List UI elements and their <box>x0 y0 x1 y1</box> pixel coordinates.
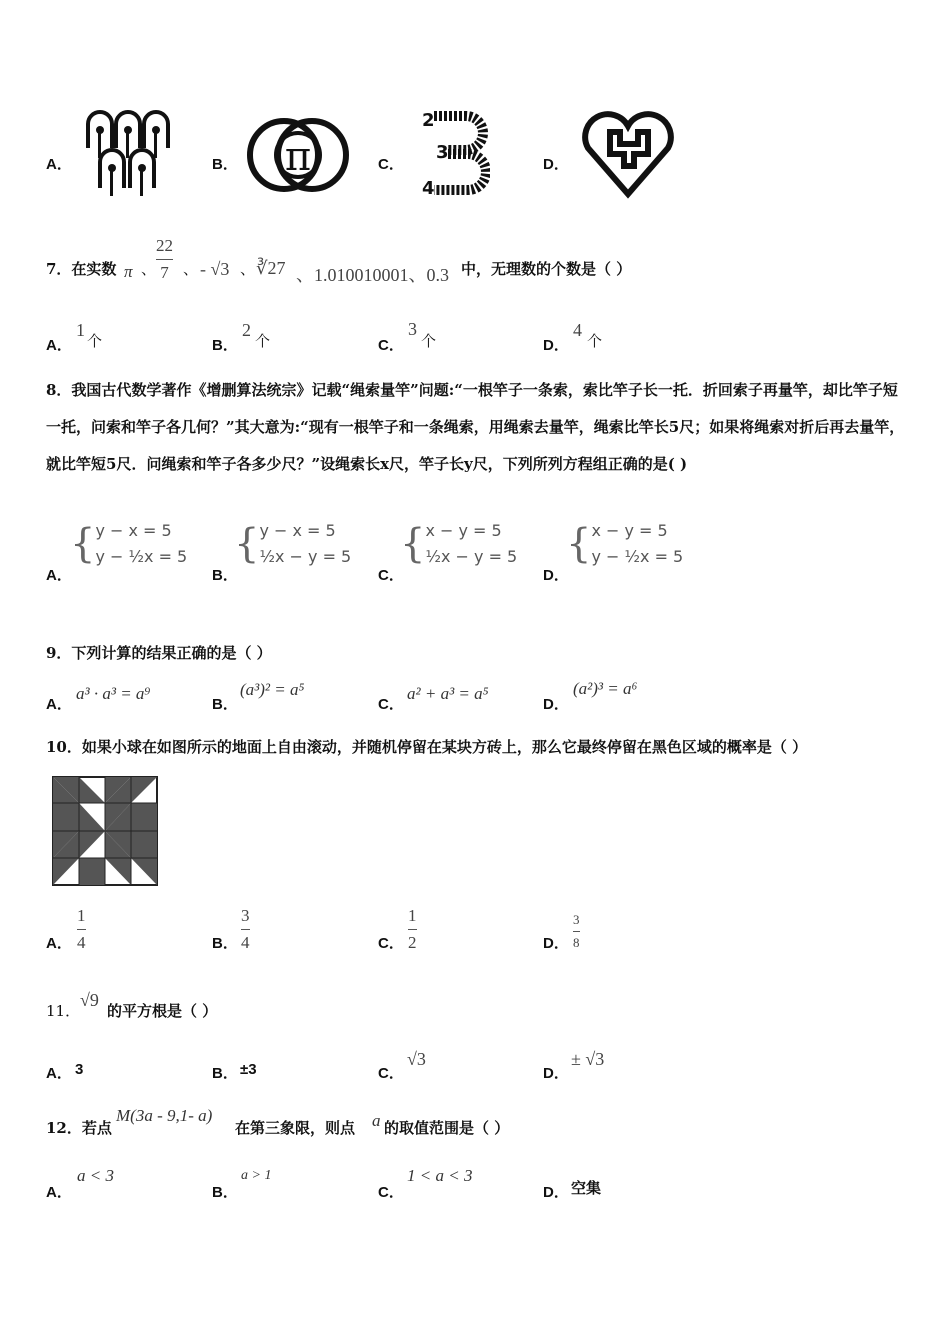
q12-option-c-label: C． <box>378 1184 404 1201</box>
svg-text:4: 4 <box>422 178 435 199</box>
q9-option-c-label: C． <box>378 696 404 713</box>
q12-option-b-expr: a > 1 <box>241 1168 272 1183</box>
q9-option-b-expr: (a³)² = a⁵ <box>240 680 305 699</box>
q8-a-line2: y − ½x = 5 <box>95 547 188 566</box>
q8-option-c-label: C． <box>378 567 404 584</box>
q10-b-num: 3 <box>241 906 250 925</box>
q9-option-b-label: B． <box>212 696 238 713</box>
q8-d-line2: y − ½x = 5 <box>591 547 684 566</box>
q11-suffix: 的平方根是（ ） <box>107 1002 218 1020</box>
q8-text: 8．我国古代数学著作《增删算法统宗》记载“绳索量竿”问题:“一根竿子一条索，索比竿子长一托．折回索子再量竿，却比竿子短一托，问索和竿子各几何？”其大意为:“现有一根竿子和一条绳索，用绳索去量竿，绳索比竿长5尺；如果将绳索对折后再去量竿，就比竿短5尺．问绳索和竿子各多少尺？”设绳索长x尺，竿子长y尺，下列所列方程组正确的是( ) <box>46 381 905 473</box>
q7-sep-2: 、 <box>183 260 199 278</box>
q11-option-a-value: 3 <box>75 1061 84 1078</box>
q7-prefix: 7．在实数 <box>46 260 117 278</box>
q8-c-line1: x − y = 5 <box>425 521 502 540</box>
q7-option-c-label: C． <box>378 337 404 354</box>
q11-option-c-value: √3 <box>407 1049 426 1069</box>
q7-option-c-unit: 个 <box>421 332 437 350</box>
q8-option-c-system: { x − y = 5 ½x − y = 5 <box>400 518 517 570</box>
peacock-feathers-logo <box>82 108 174 200</box>
q10-d-den: 8 <box>573 935 580 950</box>
q9-text: 9．下列计算的结果正确的是（ ） <box>46 644 272 662</box>
q7-cbrt27: ∛27 <box>256 258 286 278</box>
q11-prefix: 11． <box>46 1002 81 1020</box>
q10-option-b-fraction <box>241 906 250 953</box>
q10-b-den: 4 <box>241 933 250 952</box>
q10-option-d-label: D． <box>543 935 569 952</box>
q12-option-d-expr: 空集 <box>571 1179 602 1197</box>
svg-text:π: π <box>284 134 312 180</box>
q8-a-line1: y − x = 5 <box>95 521 172 540</box>
q7-option-b-label: B． <box>212 337 238 354</box>
q7-option-c-value: 3 <box>408 319 417 339</box>
q6-option-d-label: D． <box>543 156 569 173</box>
q10-option-a-label: A． <box>46 935 72 952</box>
q10-option-d-fraction <box>573 912 580 951</box>
q7-sep-3: 、 <box>240 260 256 278</box>
q7-option-d-unit: 个 <box>587 332 603 350</box>
q10-option-a-fraction <box>77 906 86 953</box>
q11-option-b-value: ±3 <box>240 1061 257 1078</box>
pinwheel-tile-figure <box>52 776 158 886</box>
q11-option-b-label: B． <box>212 1065 238 1082</box>
q7-neg-sqrt3: - √3 <box>200 259 230 279</box>
heart-maze-logo <box>580 104 676 200</box>
q10-a-den: 4 <box>77 933 86 952</box>
q7-suffix: 中，无理数的个数是（ ） <box>461 260 632 278</box>
q12-option-a-expr: a < 3 <box>77 1166 114 1185</box>
q10-option-c-fraction <box>408 906 417 953</box>
q8-option-d-label: D． <box>543 567 569 584</box>
q12-var: a <box>372 1111 381 1130</box>
q9-option-d-label: D． <box>543 696 569 713</box>
svg-text:2: 2 <box>422 110 435 131</box>
q7-option-a-value: 1 <box>76 320 85 340</box>
q11-option-d-value: ± √3 <box>571 1049 605 1069</box>
q7-option-d-label: D． <box>543 337 569 354</box>
q8-b-line2: ½x − y = 5 <box>259 547 352 566</box>
pi-circles-logo <box>246 110 350 200</box>
q8-b-line1: y − x = 5 <box>259 521 336 540</box>
q7-option-a-label: A． <box>46 337 72 354</box>
q6-option-b-label: B． <box>212 156 238 173</box>
q8-option-a-system: { y − x = 5 y − ½x = 5 <box>70 518 187 570</box>
q6-option-a-label: A． <box>46 156 72 173</box>
q12-option-a-label: A． <box>46 1184 72 1201</box>
q9-option-d-expr: (a²)³ = a⁶ <box>573 679 638 698</box>
svg-text:3: 3 <box>436 142 449 163</box>
q11-option-d-label: D． <box>543 1065 569 1082</box>
q11-option-c-label: C． <box>378 1065 404 1082</box>
q12-prefix: 12．若点 <box>46 1119 112 1137</box>
q7-option-b-value: 2 <box>242 320 251 340</box>
q7-option-a-unit: 个 <box>87 332 103 350</box>
q9-option-c-expr: a² + a³ = a⁵ <box>407 684 489 703</box>
q10-a-num: 1 <box>77 906 86 925</box>
q8-option-d-system: { x − y = 5 y − ½x = 5 <box>566 518 683 570</box>
q8-option-b-label: B． <box>212 567 238 584</box>
q9-option-a-label: A． <box>46 696 72 713</box>
q7-option-b-unit: 个 <box>255 332 271 350</box>
q12-mid: 在第三象限，则点 <box>235 1119 356 1137</box>
q9-option-a-expr: a³ · a³ = a⁹ <box>76 684 151 703</box>
q6-option-c-label: C． <box>378 156 404 173</box>
q8-option-a-label: A． <box>46 567 72 584</box>
q7-pi: π <box>124 262 133 281</box>
q10-c-num: 1 <box>408 906 417 925</box>
q8-c-line2: ½x − y = 5 <box>425 547 518 566</box>
q12-option-c-expr: 1 < a < 3 <box>407 1166 473 1185</box>
q10-option-b-label: B． <box>212 935 238 952</box>
q12-option-b-label: B． <box>212 1184 238 1201</box>
q10-text: 10．如果小球在如图所示的地面上自由滚动，并随机停留在某块方砖上，那么它最终停留在黑色区域的概率是（ ） <box>46 738 808 756</box>
q12-point: M(3a - 9,1- a) <box>116 1106 213 1125</box>
q10-d-num: 3 <box>573 912 580 927</box>
q10-c-den: 2 <box>408 933 417 952</box>
q10-option-c-label: C． <box>378 935 404 952</box>
q11-option-a-label: A． <box>46 1065 72 1082</box>
q7-option-d-value: 4 <box>573 320 582 340</box>
q12-suffix: 的取值范围是（ ） <box>384 1119 510 1137</box>
q7-frac-num: 22 <box>156 236 173 255</box>
stacked-3-logo <box>418 106 490 200</box>
q8-d-line1: x − y = 5 <box>591 521 668 540</box>
q11-expr: √9 <box>80 990 99 1010</box>
q7-sep-1: 、 <box>141 260 157 278</box>
q7-tail: 、1.010010001、0.3 <box>296 265 449 285</box>
q12-option-d-label: D． <box>543 1184 569 1201</box>
q7-frac-den: 7 <box>160 263 169 282</box>
q7-fraction <box>156 236 173 283</box>
q8-option-b-system: { y − x = 5 ½x − y = 5 <box>234 518 351 570</box>
